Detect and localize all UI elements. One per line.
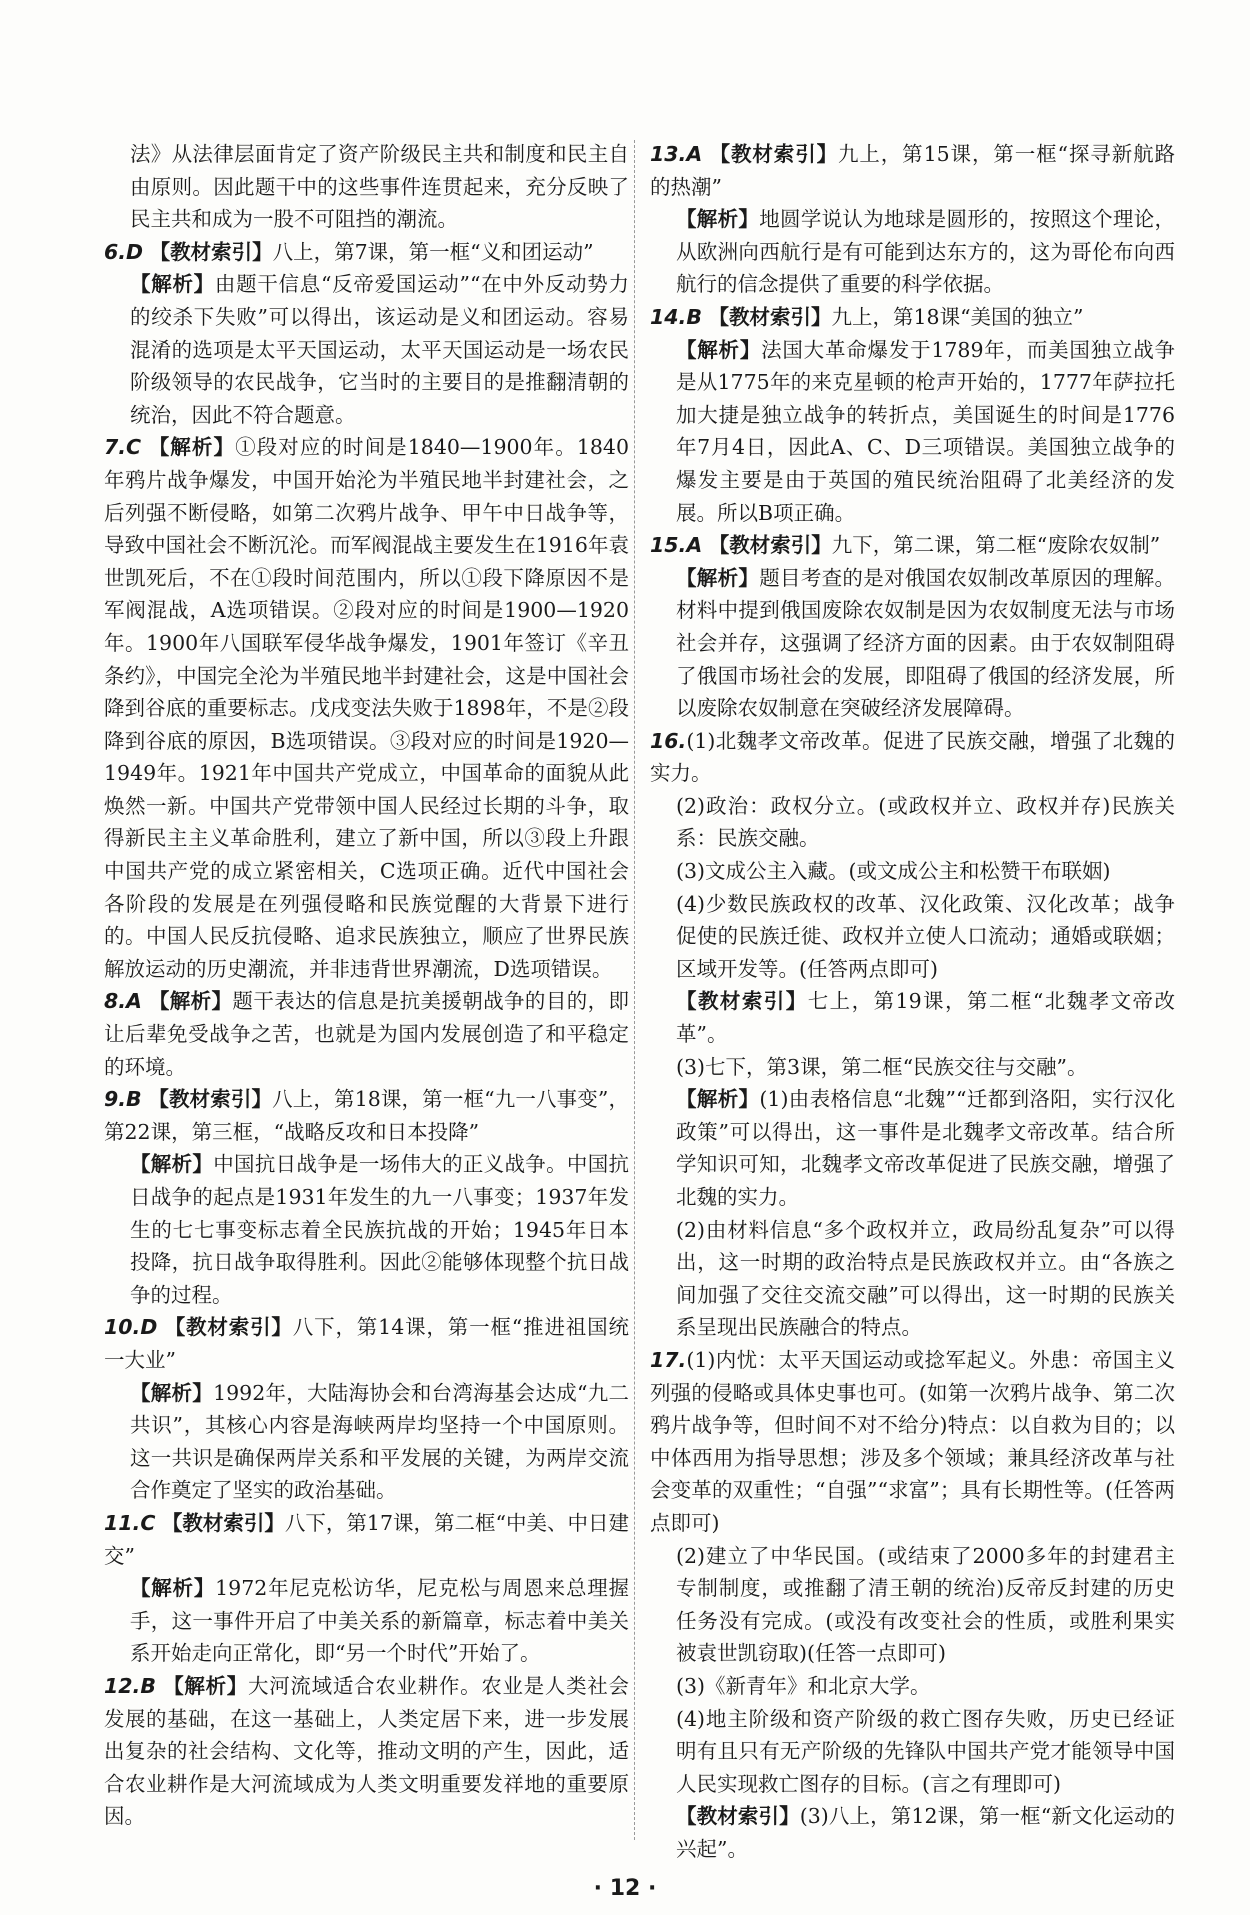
question-number: 15.A xyxy=(650,533,703,558)
section-tag: 【解析】 xyxy=(148,435,236,460)
question-number: 8.A xyxy=(104,989,142,1014)
answer-7 xyxy=(104,431,629,985)
left-column xyxy=(104,138,629,1833)
answer-14 xyxy=(650,301,1175,334)
paragraph xyxy=(650,1214,1175,1344)
explanation xyxy=(650,562,1175,725)
question-number: 10.D xyxy=(104,1315,158,1340)
paragraph-text: 题目考查的是对俄国农奴制改革原因的理解。材料中提到俄国废除农奴制是因为农奴制度无法与市场社会并存，这强调了经济方面的因素。由于农奴制阻碍了俄国市场社会的发展，即阻碍了俄国的经济发展，所以废除农奴制意在突破经济发展障碍。 xyxy=(676,565,1176,721)
answer-10 xyxy=(104,1311,629,1376)
section-tag: 【教材索引】 xyxy=(708,533,832,558)
section-tag: 【解析】 xyxy=(676,565,760,590)
question-number: 14.B xyxy=(650,304,702,329)
paragraph xyxy=(650,790,1175,855)
question-number: 13.A xyxy=(650,142,703,166)
paragraph-text: (3)八上，第12课，第一框“新文化运动的兴起”。 xyxy=(676,1804,1176,1861)
section-tag: 【教材索引】 xyxy=(149,239,273,264)
section-tag: 【教材索引】 xyxy=(708,304,832,329)
answer-12 xyxy=(104,1670,629,1833)
paragraph-text: 九上，第15课，第一框“探寻新航路的热潮” xyxy=(650,142,1175,199)
section-tag: 【解析】 xyxy=(130,272,215,297)
explanation xyxy=(104,1377,629,1507)
section-tag: 【解析】 xyxy=(676,207,760,232)
explanation xyxy=(650,1083,1175,1213)
paragraph-text: (3)文成公主入藏。(或文成公主和松赞干布联姻) xyxy=(676,859,1111,884)
section-tag: 【解析】 xyxy=(130,1576,216,1601)
section-tag: 【教材索引】 xyxy=(676,1804,800,1829)
answer-13 xyxy=(650,138,1175,203)
section-tag: 【教材索引】 xyxy=(161,1510,285,1535)
answer-6 xyxy=(104,236,629,269)
section-tag: 【教材索引】 xyxy=(148,1087,273,1112)
paragraph-text: (1)由表格信息“北魏”“迁都到洛阳，实行汉化政策”可以得出，这一事件是北魏孝文帝改革。结合所学知识可知，北魏孝文帝改革促进了民族交融，增强了北魏的实力。 xyxy=(676,1087,1176,1209)
right-column xyxy=(650,138,1175,1865)
section-tag: 【解析】 xyxy=(676,1087,760,1112)
column-divider xyxy=(634,140,635,1840)
paragraph-text: (3)《新青年》和北京大学。 xyxy=(676,1673,931,1698)
paragraph-text: 1992年，大陆海协会和台湾海基会达成“九二共识”，其核心内容是海峡两岸均坚持一个中国原则。这一共识是确保两岸关系和平发展的关键，为两岸交流合作奠定了坚实的政治基础。 xyxy=(130,1380,629,1503)
answer-9 xyxy=(104,1083,629,1148)
paragraph-text: 八下，第17课，第二框“中美、中日建交” xyxy=(104,1510,629,1568)
section-tag: 【教材索引】 xyxy=(164,1315,293,1340)
paragraph-text: 八上，第7课，第一框“义和团运动” xyxy=(272,239,594,264)
section-tag: 【解析】 xyxy=(130,1152,214,1177)
question-number: 9.B xyxy=(104,1087,142,1112)
paragraph-text: 题干表达的信息是抗美援朝战争的目的，即让后辈免受战争之苦，也就是为国内发展创造了和平稳定的环境。 xyxy=(104,989,630,1079)
paragraph xyxy=(650,1703,1175,1801)
paragraph-text: (4)少数民族政权的改革、汉化政策、汉化改革；战争促使的民族迁徙、政权并立使人口流动；通婚或联姻；区域开发等。(任答两点即可) xyxy=(676,891,1175,981)
section-tag: 【解析】 xyxy=(130,1380,214,1405)
paragraph-text: ①段对应的时间是1840—1900年。1840年鸦片战争爆发，中国开始沦为半殖民地半封建社会，之后列强不断侵略，如第二次鸦片战争、甲午中日战争等，导致中国社会不断沉沦。而军阀混战主要发生在1916年袁世凯死后，不在①段时间范围内，所以①段下降原因不是军阀混战，A选项错误。②段对应的时间是1900—1920年。1900年八国联军侵华战争爆发，1901年签订《辛丑条约》，中国完全沦为半殖民地半封建社会，这是中国社会降到谷底的重要标志。戊戌变法失败于1898年，不是②段降到谷底的原因，B选项错误。③段对应的时间是1920—1949年。1921年中国共产党成立，中国革命的面貌从此焕然一新。中国共产党带领中国人民经过长期的斗争，取得新民主主义革命胜利，建立了新中国，所以③段上升跟中国共产党的成立紧密相关，C选项正确。近代中国社会各阶段的发展是在列强侵略和民族觉醒的大背景下进行的。中国人民反抗侵略、追求民族独立，顺应了世界民族解放运动的历史潮流，并非违背世界潮流，D选项错误。 xyxy=(104,435,629,981)
paragraph-text: 中国抗日战争是一场伟大的正义战争。中国抗日战争的起点是1931年发生的九一八事变；1937年发生的七七事变标志着全民族抗战的开始；1945年日本投降，抗日战争取得胜利。因此②能够体现整个抗日战争的过程。 xyxy=(130,1152,630,1307)
answer-16 xyxy=(650,725,1175,790)
paragraph-text: 法国大革命爆发于1789年，而美国独立战争是从1775年的来克星顿的枪声开始的，1777年萨拉托加大捷是独立战争的转折点，美国诞生的时间是1776年7月4日，因此A、C、D三项错误。美国独立战争的爆发主要是由于英国的殖民统治阻碍了北美经济的发展。所以B项正确。 xyxy=(676,337,1176,525)
paragraph-text: 七上，第19课，第二框“北魏孝文帝改革”。 xyxy=(676,989,1175,1047)
textbook-index xyxy=(650,985,1175,1050)
paragraph-text: 1972年尼克松访华，尼克松与周恩来总理握手，这一事件开启了中美关系的新篇章，标志着中美关系开始走向正常化，即“另一个时代”开始了。 xyxy=(130,1576,630,1666)
paragraph xyxy=(650,855,1175,888)
paragraph-text: 法》从法律层面肯定了资产阶级民主共和制度和民主自由原则。因此题干中的这些事件连贯起来，充分反映了民主共和成为一股不可阻挡的潮流。 xyxy=(130,142,629,232)
section-tag: 【教材索引】 xyxy=(709,142,838,166)
question-number: 6.D xyxy=(104,239,144,264)
answer-8 xyxy=(104,985,629,1083)
paragraph-text: (3)七下，第3课，第二框“民族交往与交融”。 xyxy=(676,1054,1088,1079)
answer-15 xyxy=(650,529,1175,562)
page-number: · 12 · xyxy=(593,1876,657,1901)
section-tag: 【教材索引】 xyxy=(676,989,808,1014)
question-number: 7.C xyxy=(104,435,142,460)
answer-17 xyxy=(650,1344,1175,1540)
paragraph-text: 地圆学说认为地球是圆形的，按照这个理论，从欧洲向西航行是有可能到达东方的，这为哥伦布向西航行的信念提供了重要的科学依据。 xyxy=(676,207,1176,297)
textbook-index xyxy=(650,1800,1175,1865)
paragraph xyxy=(104,138,629,236)
paragraph-text: 八上，第18课，第一框“九一八事变”，第22课，第三框，“战略反攻和日本投降” xyxy=(104,1087,629,1144)
paragraph-text: (2)由材料信息“多个政权并立，政局纷乱复杂”可以得出，这一时期的政治特点是民族政权并立。由“各族之间加强了交往交流交融”可以得出，这一时期的民族关系呈现出民族融合的特点。 xyxy=(676,1217,1175,1340)
paragraph-text: (2)政治：政权分立。(或政权并立、政权并存)民族关系：民族交融。 xyxy=(676,793,1175,851)
paragraph-text: 大河流域适合农业耕作。农业是人类社会发展的基础，在这一基础上，人类定居下来，进一步发展出复杂的社会结构、文化等，推动文明的产生，因此，适合农业耕作是大河流域成为人类文明重要发祥地的重要原因。 xyxy=(104,1673,630,1829)
paragraph-text: (1)内忧：太平天国运动或捻军起义。外患：帝国主义列强的侵略或具体史事也可。(如第一次鸦片战争、第二次鸦片战争等，但时间不对不给分)特点：以自救为目的；以中体西用为指导思想；涉及多个领域；兼具经济改革与社会变革的双重性；“自强”“求富”；具有长期性等。(任答两点即可) xyxy=(650,1347,1175,1535)
paragraph-text: (1)北魏孝文帝改革。促进了民族交融，增强了北魏的实力。 xyxy=(650,728,1175,786)
paragraph-text: (4)地主阶级和资产阶级的救亡图存失败，历史已经证明有且只有无产阶级的先锋队中国共产党才能领导中国人民实现救亡图存的目标。(言之有理即可) xyxy=(676,1706,1175,1796)
paragraph-text: 八下，第14课，第一框“推进祖国统一大业” xyxy=(104,1315,629,1372)
section-tag: 【解析】 xyxy=(148,989,233,1014)
paragraph xyxy=(650,888,1175,986)
question-number: 12.B xyxy=(104,1673,156,1698)
question-number: 17. xyxy=(650,1347,687,1372)
explanation xyxy=(650,334,1175,530)
paragraph xyxy=(650,1540,1175,1670)
section-tag: 【解析】 xyxy=(676,337,762,362)
question-number: 16. xyxy=(650,728,687,753)
explanation xyxy=(104,268,629,431)
paragraph-text: (2)建立了中华民国。(或结束了2000多年的封建君主专制制度，或推翻了清王朝的统治)反帝反封建的历史任务没有完成。(或没有改变社会的性质，或胜利果实被袁世凯窃取)(任答一点即可) xyxy=(676,1543,1175,1666)
explanation xyxy=(650,203,1175,301)
explanation xyxy=(104,1572,629,1670)
paragraph xyxy=(650,1670,1175,1703)
answer-11 xyxy=(104,1507,629,1572)
question-number: 11.C xyxy=(104,1510,156,1535)
paragraph xyxy=(650,1051,1175,1084)
section-tag: 【解析】 xyxy=(163,1673,249,1698)
paragraph-text: 由题干信息“反帝爱国运动”“在中外反动势力的绞杀下失败”可以得出，该运动是义和团运动。容易混淆的选项是太平天国运动，太平天国运动是一场农民阶级领导的农民战争，它当时的主要目的是推翻清朝的统治，因此不符合题意。 xyxy=(130,272,629,427)
paragraph-text: 九下，第二课，第二框“废除农奴制” xyxy=(831,533,1161,558)
explanation xyxy=(104,1148,629,1311)
paragraph-text: 九上，第18课“美国的独立” xyxy=(831,304,1084,329)
